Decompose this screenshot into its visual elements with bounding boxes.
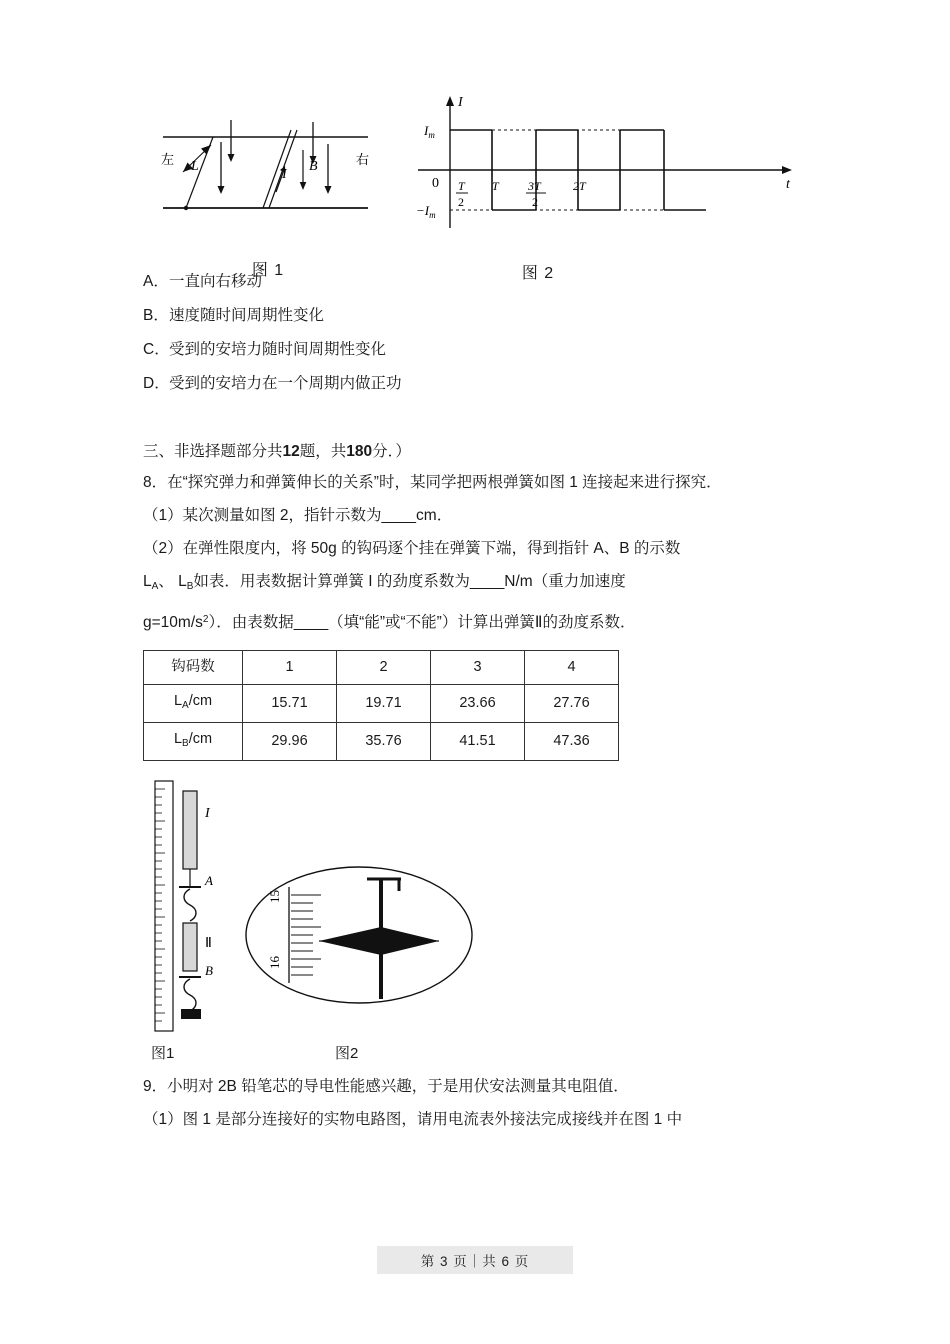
figure-2-tick-3T2-den: 2 xyxy=(532,195,538,209)
option-d xyxy=(143,367,823,401)
section-heading-mid: 题，共 xyxy=(299,443,347,460)
figure-1-label-left: 左 xyxy=(161,152,175,167)
row-header-counts: 钩码数 xyxy=(144,651,243,685)
option-a-text: 一直向右移动 xyxy=(169,273,263,290)
q8-g-sup: 2 xyxy=(202,614,209,625)
table-row-counts xyxy=(144,651,619,685)
table-row-la xyxy=(144,685,619,723)
figure-2-tick-3T2-num: 3T xyxy=(528,179,541,193)
option-d-text: 受到的安培力在一个周期内做正功 xyxy=(169,375,402,392)
row-header-lb-unit: /cm xyxy=(188,731,213,747)
figure-2-tick-T: T xyxy=(492,179,499,193)
q8-line2-rest: 如表．用表数据计算弹簧 I 的劲度系数为____N/m（重力加速度 xyxy=(193,573,626,590)
figure-2-caption: 图 2 xyxy=(521,265,555,282)
row-header-lb xyxy=(144,723,243,761)
figure-1-label-right: 右 xyxy=(356,152,370,167)
q8-g-value: g=10m/s xyxy=(143,614,203,631)
figure-1-rails-diagram xyxy=(143,100,393,279)
cell-la-3: 23.66 xyxy=(431,685,525,723)
page-footer xyxy=(0,1246,950,1274)
figure-2-label-Im-bottom: $-I_m$ xyxy=(416,203,436,220)
figure-2-label-origin: 0 xyxy=(432,176,439,191)
cell-count-2: 2 xyxy=(337,651,431,685)
option-b-text: 速度随时间周期性变化 xyxy=(169,307,325,324)
question-8-stem: 8．在“探究弹力和弹簧伸长的关系”时，某同学把两根弹簧如图 1 连接起来进行探究． xyxy=(143,474,722,491)
page-content xyxy=(143,40,823,1137)
apparatus-label-spring2: Ⅱ xyxy=(205,936,212,951)
figure-1-caption: 图 1 xyxy=(251,262,285,279)
cell-la-4: 27.76 xyxy=(525,685,619,723)
cell-lb-4: 47.36 xyxy=(525,723,619,761)
question-8-part2-line3 xyxy=(143,604,823,638)
figure-2-svg xyxy=(388,88,808,253)
question-8-part1: （1）某次测量如图 2，指针示数为____cm． xyxy=(143,507,453,524)
row-header-lb-sub: B xyxy=(182,738,189,749)
q8-LA-sub: A xyxy=(151,581,159,592)
figure-1-label-I: I xyxy=(282,167,287,182)
apparatus-scale-lower: 16 xyxy=(267,956,282,969)
table-row-lb xyxy=(144,723,619,761)
question-9-stem: 9．小明对 2B 铅笔芯的导电性能感兴趣，于是用伏安法测量其电阻值． xyxy=(143,1078,629,1095)
option-c-text: 受到的安培力随时间周期性变化 xyxy=(169,341,387,358)
figure-2-tick-2T: 2T xyxy=(573,179,586,193)
figure-2-tick-T2-num: T xyxy=(458,179,465,193)
answer-options xyxy=(143,265,823,401)
q8-LB-sub: B xyxy=(186,581,194,592)
question-9 xyxy=(143,1071,823,1135)
apparatus-label-pointer-a: A xyxy=(205,873,213,888)
cell-lb-1: 29.96 xyxy=(243,723,337,761)
apparatus-label-pointer-b: B xyxy=(205,963,213,978)
option-c xyxy=(143,333,823,367)
question-8-part2-line1: （2）在弹性限度内，将 50g 的钩码逐个挂在弹簧下端，得到指针 A、B 的示数 xyxy=(143,540,681,557)
section-heading-suffix: 分．） xyxy=(372,443,411,460)
apparatus-label-spring1: I xyxy=(205,806,210,821)
cell-count-3: 3 xyxy=(431,651,525,685)
q8-LA: L xyxy=(143,573,152,590)
option-a-label: A． xyxy=(143,273,169,290)
cell-lb-3: 41.51 xyxy=(431,723,525,761)
figure-1-svg xyxy=(143,100,393,250)
figure-1-label-B: B xyxy=(309,159,318,174)
q8-LB: 、 L xyxy=(158,573,187,590)
question-8 xyxy=(143,467,823,1065)
cell-la-2: 19.71 xyxy=(337,685,431,723)
figure-1-label-L: L xyxy=(191,159,199,174)
option-c-label: C． xyxy=(143,341,170,358)
figure-2-current-waveform xyxy=(388,88,808,282)
row-header-lb-main: L xyxy=(173,731,183,747)
row-header-la-sub: A xyxy=(182,700,189,711)
question-9-part1: （1）图 1 是部分连接好的实物电路图，请用电流表外接法完成接线并在图 1 中 xyxy=(143,1111,683,1128)
figure-2-tick-T2-den: 2 xyxy=(458,195,464,209)
apparatus-figures xyxy=(143,775,823,1065)
figure-2-label-t-axis: t xyxy=(786,177,790,192)
row-header-la-unit: /cm xyxy=(188,693,213,709)
page-number: 第 3 页｜共 6 页 xyxy=(377,1246,574,1274)
option-b-label: B． xyxy=(143,307,169,324)
section-heading-count: 12 xyxy=(282,443,300,460)
cell-lb-2: 35.76 xyxy=(337,723,431,761)
cell-count-4: 4 xyxy=(525,651,619,685)
option-d-label: D． xyxy=(143,375,170,392)
cell-la-1: 15.71 xyxy=(243,685,337,723)
section-heading-prefix: 三、非选择题部分共 xyxy=(143,443,283,460)
figure-2-label-I-axis: I xyxy=(458,95,463,110)
apparatus-scale-upper: 15 xyxy=(267,890,282,903)
section-heading xyxy=(143,439,823,461)
question-8-part2-line2 xyxy=(143,566,823,602)
row-header-la-main: L xyxy=(173,693,183,709)
row-header-la xyxy=(144,685,243,723)
apparatus-figure-2-caption: 图2 xyxy=(335,1045,359,1062)
section-heading-score: 180 xyxy=(346,443,373,460)
option-b xyxy=(143,299,823,333)
apparatus-figure-1-caption: 图1 xyxy=(151,1045,175,1062)
measurement-table xyxy=(143,650,619,761)
q8-line3-rest: ）．由表数据____（填“能”或“不能”）计算出弹簧Ⅱ的劲度系数． xyxy=(208,614,636,631)
apparatus-svg xyxy=(143,775,543,1045)
figure-2-label-Im-top: $I_m$ xyxy=(424,123,435,140)
cell-count-1: 1 xyxy=(243,651,337,685)
